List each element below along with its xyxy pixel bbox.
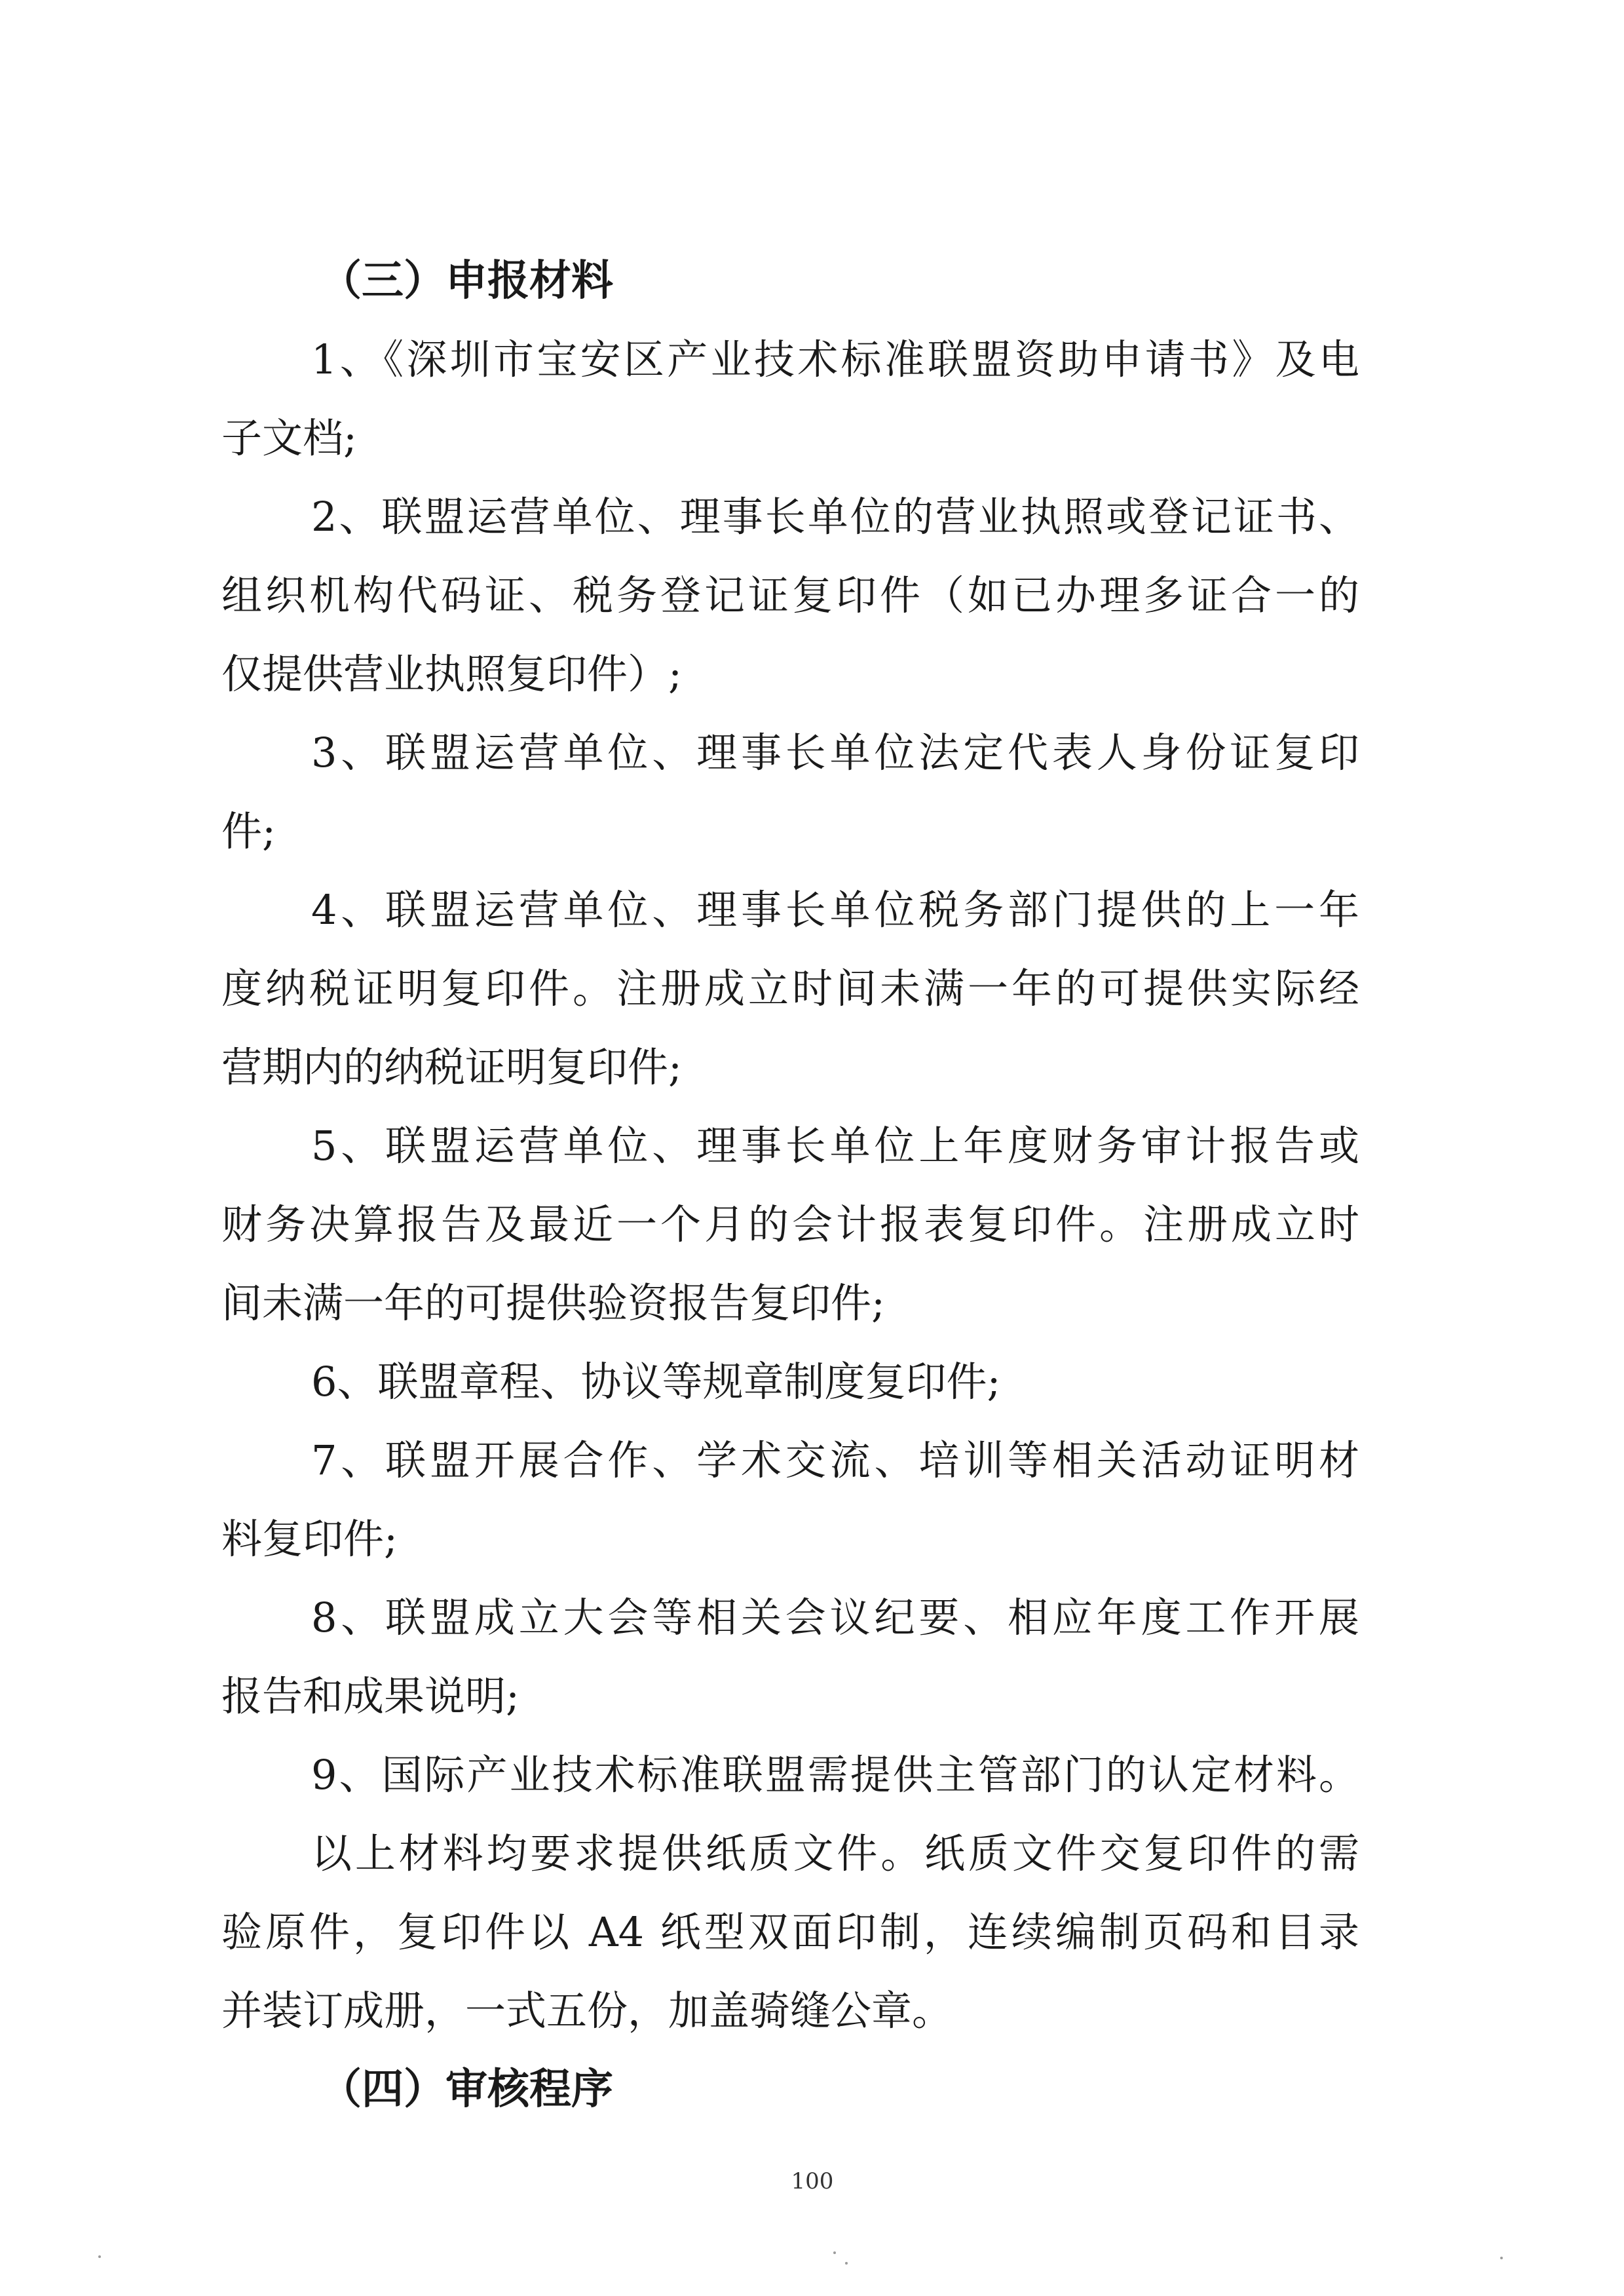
item-3-line-1: 3、联盟运营单位、理事长单位法定代表人身份证复印: [311, 729, 1359, 776]
item-4-line-1: 4、联盟运营单位、理事长单位税务部门提供的上一年: [311, 886, 1359, 934]
item-1-line-1: 1、《深圳市宝安区产业技术标准联盟资助申请书》及电: [311, 335, 1359, 383]
scan-speck: [1500, 2257, 1503, 2259]
item-6-line-1: 6、联盟章程、协议等规章制度复印件;: [311, 1358, 1001, 1406]
closing-paragraph-line-3: 并装订成册，一式五份，加盖骑缝公章。: [221, 1987, 953, 2035]
item-5-line-2: 财务决算报告及最近一个月的会计报表复印件。注册成立时: [221, 1200, 1359, 1248]
item-7-line-1: 7、联盟开展合作、学术交流、培训等相关活动证明材: [311, 1436, 1359, 1484]
item-8-line-2: 报告和成果说明;: [221, 1672, 519, 1720]
item-2-line-3: 仅提供营业执照复印件）;: [221, 650, 682, 698]
item-5-line-3: 间未满一年的可提供验资报告复印件;: [221, 1279, 885, 1327]
item-4-line-2: 度纳税证明复印件。注册成立时间未满一年的可提供实际经: [221, 965, 1359, 1012]
section-heading-4: （四）审核程序: [320, 2065, 613, 2114]
item-1-line-2: 子文档;: [221, 414, 357, 462]
closing-paragraph-line-1: 以上材料均要求提供纸质文件。纸质文件交复印件的需: [311, 1829, 1359, 1877]
item-2-line-1: 2、联盟运营单位、理事长单位的营业执照或登记证书、: [311, 493, 1359, 541]
scan-speck: [845, 2262, 848, 2265]
page-number: 100: [791, 2168, 834, 2194]
item-5-line-1: 5、联盟运营单位、理事长单位上年度财务审计报告或: [311, 1122, 1359, 1170]
item-9-line-1: 9、国际产业技术标准联盟需提供主管部门的认定材料。: [311, 1751, 1359, 1799]
scan-speck: [98, 2255, 101, 2258]
section-heading-3: （三）申报材料: [320, 257, 613, 305]
item-3-line-2: 件;: [221, 807, 276, 855]
item-4-line-3: 营期内的纳税证明复印件;: [221, 1043, 682, 1091]
scan-speck: [833, 2251, 836, 2254]
closing-paragraph-line-2: 验原件，复印件以 A4 纸型双面印制，连续编制页码和目录: [221, 1908, 1359, 1956]
item-2-line-2: 组织机构代码证、税务登记证复印件（如已办理多证合一的: [221, 571, 1359, 619]
item-8-line-1: 8、联盟成立大会等相关会议纪要、相应年度工作开展: [311, 1594, 1359, 1641]
item-7-line-2: 料复印件;: [221, 1515, 398, 1563]
